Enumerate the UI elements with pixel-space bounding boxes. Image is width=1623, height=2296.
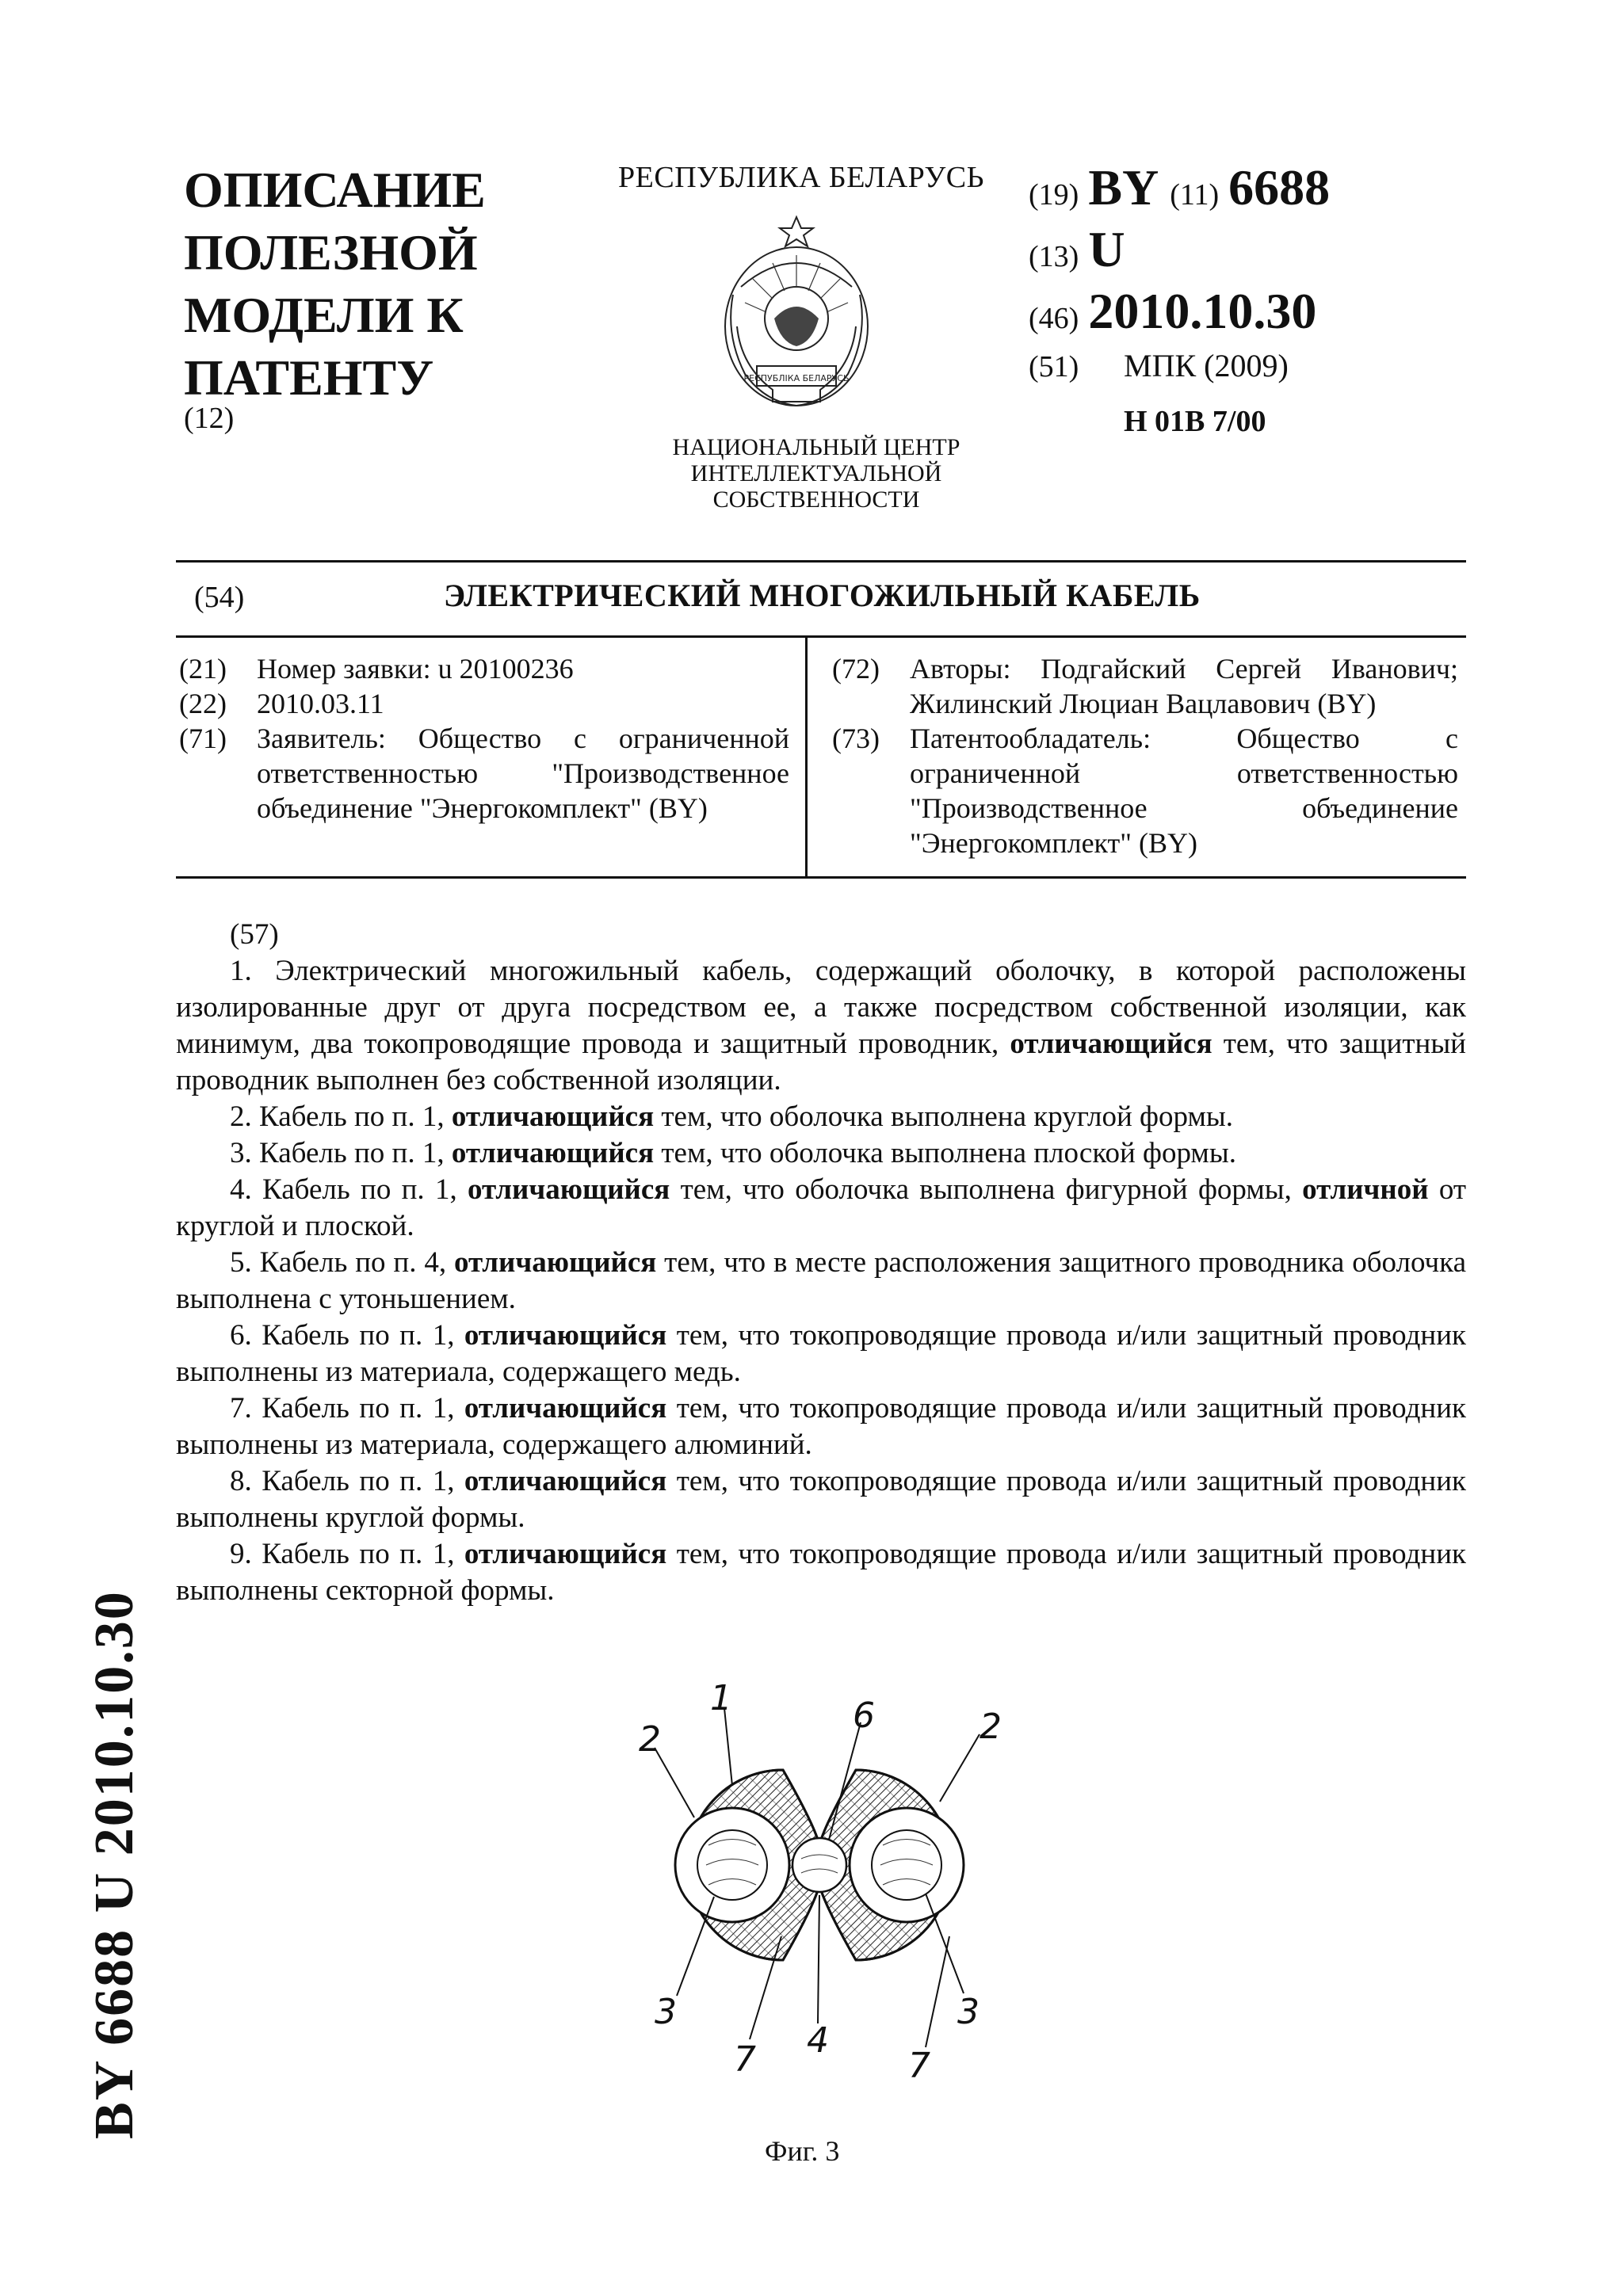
inid-code: (71)	[179, 723, 227, 754]
cable-cross-section-figure	[631, 1675, 1008, 2095]
inid-code: (73)	[832, 723, 880, 754]
figure-label: 1	[710, 1678, 732, 1718]
center-line: ИНТЕЛЛЕКТУАЛЬНОЙ	[690, 460, 942, 486]
claims-code: (57)	[230, 918, 279, 951]
claims	[176, 917, 1466, 1609]
mpk-label: МПК (2009)	[1124, 348, 1289, 383]
bibliographic-data	[1029, 158, 1330, 384]
claim: 1. Электрический многожильный кабель, содержащий оболочку, в которой расположены изолированные друг от друга посредством ее, а также посредством собственной изоляции, как минимум, два токопроводящие провода и защитный проводник, отличающийся тем, что защитный проводник выполнен без собственной изоляции.	[176, 955, 1466, 1097]
divider	[176, 560, 1466, 563]
state-emblem-icon	[709, 208, 884, 421]
kind-row	[1029, 220, 1330, 282]
claim: 9. Кабель по п. 1, отличающийся тем, что токопроводящие провода и/или защитный проводник выполнены секторной формы.	[176, 1538, 1467, 1607]
figure-label: 7	[734, 2039, 756, 2080]
title-code: (12)	[184, 402, 235, 435]
country-number-row	[1029, 158, 1330, 220]
biblio-entry	[832, 651, 1458, 721]
entry-text: Заявитель: Общество с ограниченной ответственностью "Производственное объединение "Энергокомплект" (BY)	[257, 723, 789, 824]
figure-label: 2	[639, 1719, 661, 1760]
inid-code: (22)	[179, 688, 227, 719]
patent-number: 6688	[1228, 159, 1331, 215]
title-line: ПАТЕНТУ	[184, 349, 434, 406]
mpk-class: H 01B 7/00	[1124, 405, 1266, 438]
inid-code: (13)	[1029, 240, 1079, 273]
figure-label: 2	[980, 1707, 1002, 1747]
claim: 3. Кабель по п. 1, отличающийся тем, что оболочка выполнена плоской формы.	[230, 1137, 1236, 1169]
figure-label: 6	[853, 1695, 875, 1736]
title-line: МОДЕЛИ К	[184, 287, 464, 343]
claim: 4. Кабель по п. 1, отличающийся тем, что оболочка выполнена фигурной формы, отличной от круглой и плоской.	[176, 1173, 1466, 1242]
kind-code: U	[1088, 221, 1125, 277]
figure-label: 3	[957, 1992, 980, 2032]
biblio-entry	[832, 721, 1458, 860]
inid-code: (51)	[1029, 350, 1079, 383]
inid-code: (54)	[194, 581, 245, 614]
republic-name: РЕСПУБЛИКА БЕЛАРУСЬ	[618, 161, 984, 194]
divider	[176, 876, 1466, 879]
figure-label: 7	[908, 2046, 930, 2086]
date-row	[1029, 282, 1330, 344]
country-code: BY	[1088, 159, 1159, 215]
center-line: СОБСТВЕННОСТИ	[712, 486, 920, 513]
title-line: ПОЛЕЗНОЙ	[184, 224, 478, 280]
invention-title: ЭЛЕКТРИЧЕСКИЙ МНОГОЖИЛЬНЫЙ КАБЕЛЬ	[444, 578, 1201, 613]
figure-caption: Фиг. 3	[765, 2135, 840, 2167]
vertical-document-id: BY 6688 U 2010.10.30	[84, 1590, 145, 2139]
divider	[176, 635, 1466, 638]
entry-text: Номер заявки: u 20100236	[257, 653, 574, 685]
title-line: ОПИСАНИЕ	[184, 162, 486, 218]
biblio-entry	[179, 721, 789, 826]
publication-date: 2010.10.30	[1088, 283, 1317, 339]
svg-text:РЕСПУБЛІКА БЕЛАРУСЬ: РЕСПУБЛІКА БЕЛАРУСЬ	[743, 373, 850, 383]
figure-label: 3	[655, 1992, 677, 2032]
claim: 6. Кабель по п. 1, отличающийся тем, что токопроводящие провода и/или защитный проводник выполнены из материала, содержащего медь.	[176, 1319, 1467, 1388]
claim: 5. Кабель по п. 4, отличающийся тем, что в месте расположения защитного проводника оболочка выполнена с утоньшением.	[176, 1246, 1467, 1315]
claim: 8. Кабель по п. 1, отличающийся тем, что токопроводящие провода и/или защитный проводник выполнены круглой формы.	[176, 1465, 1467, 1534]
biblio-entry	[179, 651, 789, 686]
inid-code: (46)	[1029, 302, 1079, 335]
inid-code: (19)	[1029, 178, 1079, 212]
inid-code: (11)	[1170, 178, 1220, 212]
column-divider	[805, 637, 808, 876]
center-line: НАЦИОНАЛЬНЫЙ ЦЕНТР	[672, 434, 960, 460]
document-title	[184, 158, 486, 409]
claim: 7. Кабель по п. 1, отличающийся тем, что токопроводящие провода и/или защитный проводник выполнены из материала, содержащего алюминий.	[176, 1392, 1467, 1461]
entry-text: Авторы: Подгайский Сергей Иванович; Жилинский Люциан Вацлавович (BY)	[910, 653, 1458, 719]
inid-code: (72)	[832, 653, 880, 685]
entry-text: 2010.03.11	[257, 688, 384, 719]
claim: 2. Кабель по п. 1, отличающийся тем, что оболочка выполнена круглой формы.	[230, 1100, 1233, 1133]
national-center-name	[618, 434, 1014, 513]
applicant-column	[179, 651, 789, 826]
biblio-entry	[179, 686, 789, 721]
figure-label: 4	[807, 2020, 829, 2061]
authors-column	[832, 651, 1458, 860]
inid-code: (21)	[179, 653, 227, 685]
entry-text: Патентообладатель: Общество с ограниченной ответственностью "Производственное объединение "Энергокомплект" (BY)	[910, 723, 1458, 859]
mpk-row	[1029, 347, 1330, 384]
